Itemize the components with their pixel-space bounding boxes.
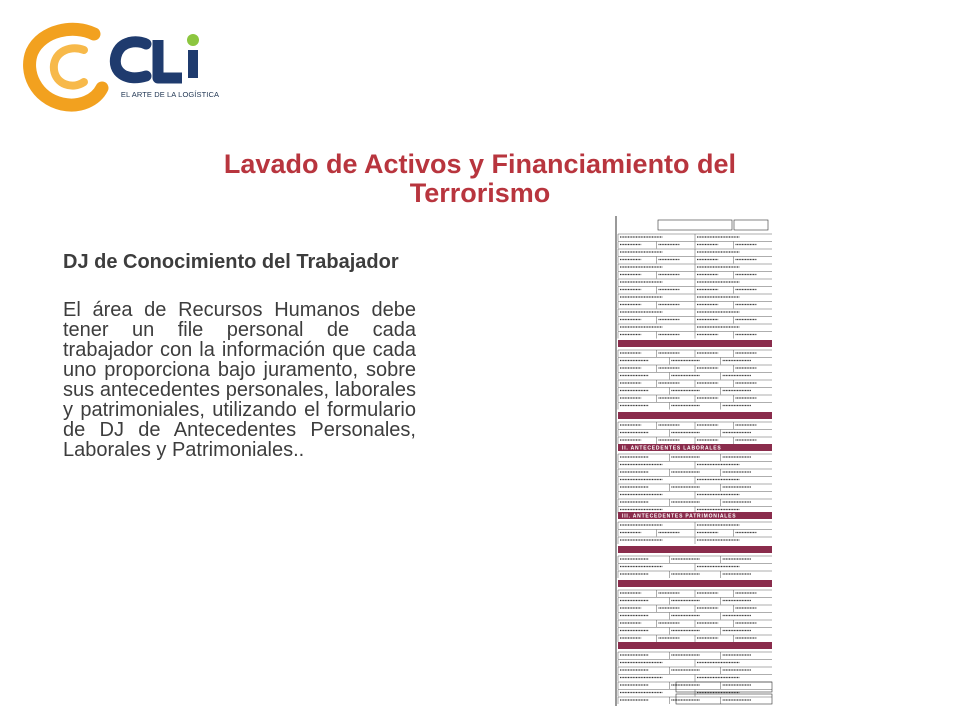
form-top-box	[734, 220, 768, 230]
logo-letter-i	[188, 50, 198, 78]
logo-dot	[187, 34, 199, 46]
logo-letter-c	[115, 42, 146, 78]
content-block	[63, 252, 416, 460]
form-bottom-box	[676, 682, 772, 692]
form-top-box	[658, 220, 732, 230]
form-section-title: II. ANTECEDENTES LABORALES	[622, 445, 722, 452]
form-section-title: III. ANTECEDENTES PATRIMONIALES	[622, 513, 737, 520]
logo-swirl-inner	[54, 48, 84, 85]
form-thumbnail	[614, 216, 776, 706]
logo-swirl	[30, 29, 102, 105]
form-section-header	[618, 340, 772, 347]
form-bottom-box	[676, 694, 772, 704]
logo-letter-l	[158, 40, 182, 78]
subheading: DJ de Conocimiento del Trabajador	[63, 251, 399, 273]
company-logo	[22, 20, 218, 112]
logo-tagline: EL ARTE DE LA LOGÍSTICA	[120, 90, 220, 99]
declaration-form-image	[614, 216, 776, 706]
body-paragraph: El área de Recursos Humanos debe tener un file personal de cada trabajador con la información que cada uno proporciona bajo juramento, sobre sus antecedentes personales, laborales y patrimoniales, utilizando el formulario de DJ de Antecedentes Personales, Laborales y Patrimoniales..	[63, 299, 416, 461]
form-section-header	[618, 580, 772, 587]
form-section-header	[618, 546, 772, 553]
form-section-header	[618, 412, 772, 419]
form-section-header	[618, 642, 772, 649]
slide-title: Lavado de Activos y Financiamiento del Terrorismo	[223, 149, 737, 208]
